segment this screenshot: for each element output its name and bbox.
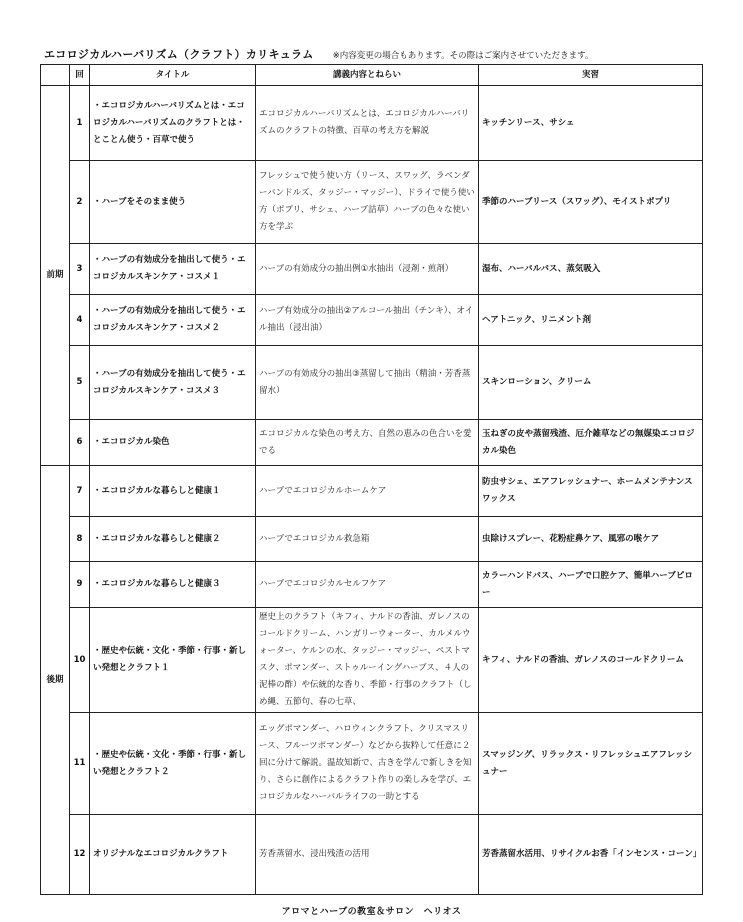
- session-content: フレッシュで使う使い方（リース、スワッグ、ラベンダーバンドルズ、タッジー・マッジー）、ドライで使う使い方（ポプリ、サシェ、ハーブ詰草）ハーブの色々な使い方を学ぶ: [256, 161, 479, 244]
- page-title: エコロジカルハーバリズム（クラフト）カリキュラム: [44, 48, 314, 61]
- session-title: ・ハーブをそのまま使う: [90, 161, 256, 244]
- session-practice: スマッジング、リラックス・リフレッシュエアフレッシュナー: [479, 713, 703, 815]
- table-row: [41, 562, 703, 608]
- session-practice: 季節のハーブリース（スワッグ）、モイストポプリ: [479, 161, 703, 244]
- term-first: 前期: [41, 86, 70, 466]
- table-row: [41, 161, 703, 244]
- session-content: ハーブでエコロジカルホームケア: [256, 466, 479, 517]
- session-number: 12: [70, 815, 90, 895]
- session-practice: 芳香蒸留水活用、リサイクルお香「インセンス・コーン」: [479, 815, 703, 895]
- session-number: 1: [70, 86, 90, 161]
- session-content: エッグポマンダー、ハロウィンクラフト、クリスマスリース、フルーツポマンダー）などから抜粋して任意に２回に分けて解説。温故知新で、古きを学んで新しきを知り、さらに創作によるクラフト作りの楽しみを学び、エコロジカルなハーバルライフの一助とする: [256, 713, 479, 815]
- session-practice: 玉ねぎの皮や蒸留残渣、厄介雑草などの無媒染エコロジカル染色: [479, 420, 703, 466]
- session-practice: 湿布、ハーバルバス、蒸気吸入: [479, 244, 703, 295]
- session-number: 8: [70, 517, 90, 562]
- term-second: 後期: [41, 466, 70, 895]
- footer-text: アロマとハーブの教室＆サロン ヘリオス: [281, 907, 462, 917]
- table-row: [41, 86, 703, 161]
- column-header-num: 回: [70, 65, 90, 86]
- session-title: ・歴史や伝統・文化・季節・行事・新しい発想とクラフト１: [90, 608, 256, 713]
- session-title: ・ハーブの有効成分を抽出して使う・エコロジカルスキンケア・コスメ１: [90, 244, 256, 295]
- session-content: ハーブの有効成分の抽出③蒸留して抽出（精油・芳香蒸留水）: [256, 346, 479, 420]
- table-row: [41, 244, 703, 295]
- session-practice: ヘアトニック、リニメント剤: [479, 295, 703, 346]
- session-title: ・歴史や伝統・文化・季節・行事・新しい発想とクラフト２: [90, 713, 256, 815]
- session-content: ハーブの有効成分の抽出例①水抽出（浸剤・煎剤）: [256, 244, 479, 295]
- session-practice: スキンローション、クリーム: [479, 346, 703, 420]
- table-row: [41, 815, 703, 895]
- session-practice: キフィ、ナルドの香油、ガレノスのコールドクリーム: [479, 608, 703, 713]
- session-number: 2: [70, 161, 90, 244]
- session-content: 芳香蒸留水、浸出残渣の活用: [256, 815, 479, 895]
- session-content: 歴史上のクラフト（キフィ、ナルドの香油、ガレノスのコールドクリーム、ハンガリーウォーター、カルメルウォーター、ケルンの水、タッジー・マッジー、ペストマスク、ポマンダー、ストゥルーイングハーブス、４人の泥棒の酢）や伝統的な香り、季節・行事のクラフト（しめ縄、五節句、春の七草、: [256, 608, 479, 713]
- table-row: [41, 608, 703, 713]
- page-header: [44, 43, 593, 62]
- session-content: ハーブでエコロジカル救急箱: [256, 517, 479, 562]
- session-content: エコロジカルハーバリズムとは、エコロジカルハーバリズムのクラフトの特徴、百草の考え方を解説: [256, 86, 479, 161]
- session-number: 4: [70, 295, 90, 346]
- curriculum-table: [40, 64, 703, 895]
- table-row: [41, 295, 703, 346]
- session-title: ・ハーブの有効成分を抽出して使う・エコロジカルスキンケア・コスメ２: [90, 295, 256, 346]
- session-number: 5: [70, 346, 90, 420]
- session-content: ハーブでエコロジカルセルフケア: [256, 562, 479, 608]
- session-number: 9: [70, 562, 90, 608]
- column-header-practice: 実習: [479, 65, 703, 86]
- column-header-term: [41, 65, 70, 86]
- session-number: 10: [70, 608, 90, 713]
- session-practice: 虫除けスプレー、花粉症鼻ケア、風邪の喉ケア: [479, 517, 703, 562]
- table-row: [41, 517, 703, 562]
- session-practice: 防虫サシェ、エアフレッシュナー、ホームメンテナンスワックス: [479, 466, 703, 517]
- table-header-row: [41, 65, 703, 86]
- session-title: ・エコロジカルハーバリズムとは・エコロジカルハーバリズムのクラフトとは・とことん使う・百草で使う: [90, 86, 256, 161]
- table-row: [41, 346, 703, 420]
- table-row: [41, 466, 703, 517]
- session-content: エコロジカルな染色の考え方、自然の恵みの色合いを愛でる: [256, 420, 479, 466]
- session-practice: カラーハンドバス、ハーブで口腔ケア、簡単ハーブピロー: [479, 562, 703, 608]
- session-number: 3: [70, 244, 90, 295]
- session-number: 7: [70, 466, 90, 517]
- session-title: ・エコロジカルな暮らしと健康２: [90, 517, 256, 562]
- column-header-title: タイトル: [90, 65, 256, 86]
- session-content: ハーブ有効成分の抽出②アルコール抽出（チンキ）、オイル抽出（浸出油）: [256, 295, 479, 346]
- session-title: ・エコロジカル染色: [90, 420, 256, 466]
- table-row: [41, 420, 703, 466]
- header-note: ※内容変更の場合もあります。その際はご案内させていただきます。: [332, 51, 594, 61]
- table-row: [41, 713, 703, 815]
- session-title: ・エコロジカルな暮らしと健康１: [90, 466, 256, 517]
- session-title: ・ハーブの有効成分を抽出して使う・エコロジカルスキンケア・コスメ３: [90, 346, 256, 420]
- session-number: 11: [70, 713, 90, 815]
- session-title: オリジナルなエコロジカルクラフト: [90, 815, 256, 895]
- column-header-content: 講義内容とねらい: [256, 65, 479, 86]
- session-title: ・エコロジカルな暮らしと健康３: [90, 562, 256, 608]
- session-practice: キッチンリース、サシェ: [479, 86, 703, 161]
- session-number: 6: [70, 420, 90, 466]
